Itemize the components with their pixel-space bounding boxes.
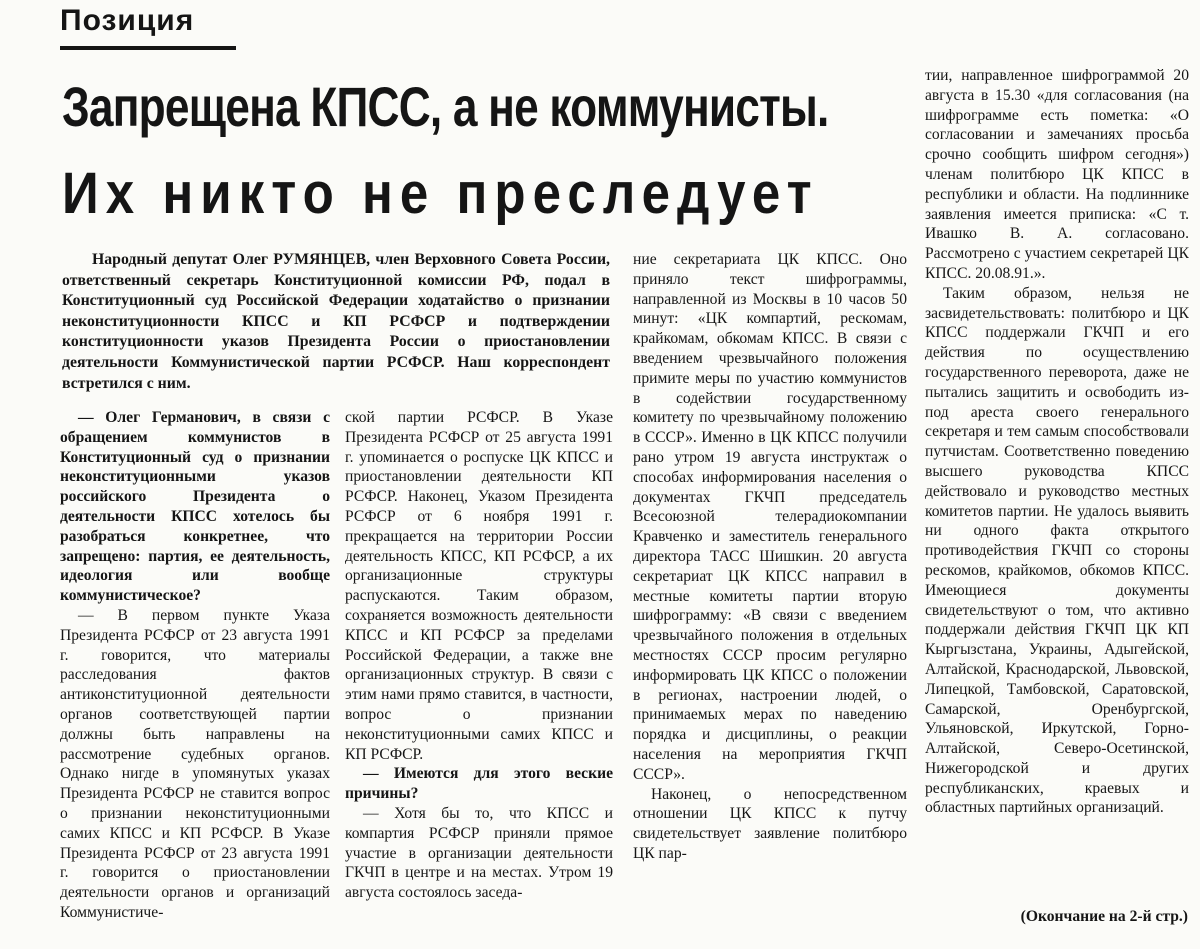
interview-answer-1: — В первом пункте Указа Президента РСФСР от 23 августа 1991 г. говорится, что материалы расследования фактов антиконституционной деятельности органов соответствующей партии должны быть направлены на рассмотрение судебных органов. Однако нигде в упомянутых указах Президента РСФСР не ставится вопрос о признании неконституционными самих КПСС и КП РСФСР. В Указе Президента РСФСР от 23 августа 1991 г. говорится о приостановлении деятельности органов и организаций Коммунистиче- xyxy=(60,606,330,921)
article-column-4 xyxy=(925,66,1189,906)
headline-line-2: Их никто не преследует xyxy=(62,161,819,226)
interview-question-1: — Олег Германович, в связи с обращением коммунистов в Конституционный суд о признании неконституционными указов российского Президента о деятельности КПСС хотелось бы разобраться конкретнее, что запрещено: партия, ее деятельность, идеология или вообще коммунистическое? xyxy=(60,409,330,605)
column-3-paragraph-1: ние секретариата ЦК КПСС. Оно приняло текст шифрограммы, направленной из Москвы в 10 часов 50 минут: «ЦК компартий, рескомам, крайкомам, обкомам КПСС. В связи с введением чрезвычайного положения примите меры по участию коммунистов в содействии государственному комитету по чрезвычайному положению в СССР». Именно в ЦК КПСС получили рано утром 19 августа инструктаж о способах информирования населения о документах ГКЧП председатель Всесоюзной телерадиокомпании Кравченко и заместитель генерального директора ТАСС Шишкин. 20 августа секретариат ЦК КПСС направил в местные комитеты партии вторую шифрограмму: «В связи с введением чрезвычайного положения в отдельных местностях СССР просим регулярно информировать ЦК КПСС о положении в регионах, настроении людей, о принимаемых мерах по наведению порядка и дисциплины, о реакции населения на мероприятия ГКЧП СССР». xyxy=(633,251,907,783)
rubric-label: Позиция xyxy=(60,4,195,37)
article-column-2 xyxy=(345,408,613,949)
column-3-paragraph-2: Наконец, о непосредственном отношении ЦК КПСС к путчу свидетельствует заявление политбюро ЦК пар- xyxy=(633,785,907,862)
interview-answer-2: — Хотя бы то, что КПСС и компартия РСФСР приняли прямое участие в организации деятельности ГКЧП в центре и на местах. Утром 19 августа состоялось заседа- xyxy=(345,804,613,902)
headline-line-1: Запрещена КПСС, а не коммунисты. xyxy=(62,75,829,138)
continuation-note: (Окончание на 2-й стр.) xyxy=(1020,908,1188,925)
column-4-paragraph-2: Таким образом, нельзя не засвидетельствовать: политбюро и ЦК КПСС поддержали ГКЧП и его действия по осуществлению государственного переворота, даже не пытались защитить и освободить из-под ареста своего генерального секретаря и тем самым способствовали путчистам. Соответственно поведению высшего руководства КПСС действовало и руководство местных комитетов партии. Не удалось выявить ни одного факта открытого противодействия ГКЧП со стороны рескомов, крайкомов, обкомов КПСС. Имеющиеся документы свидетельствуют о том, что активно поддержали действия ГКЧП ЦК КП Кыргызстана, Украины, Адыгейской, Алтайской, Краснодарской, Львовской, Липецкой, Тамбовской, Саратовской, Самарской, Оренбургской, Ульяновской, Иркутской, Горно-Алтайской, Северо-Осетинской, Нижегородской и других республиканских, краевых и областных партийных организаций. xyxy=(925,284,1189,817)
article-column-3 xyxy=(633,250,907,949)
interview-question-2: — Имеются для этого веские причины? xyxy=(345,765,613,803)
interview-answer-1-continued: ской партии РСФСР. В Указе Президента РСФСР от 25 августа 1991 г. упоминается о роспуске ЦК КПСС и приостановлении деятельности КП РСФСР. Наконец, Указом Президента РСФСР от 6 ноября 1991 г. прекращается на территории России деятельность КПСС, КП РСФСР, а их организационные структуры распускаются. Таким образом, сохраняется возможность деятельности КПСС и КП РСФСР за пределами Российской Федерации, а также вне организационных структур. В связи с этим нами прямо ставится, в частности, вопрос о признании неконституционными самих КПСС и КП РСФСР. xyxy=(345,409,613,763)
rubric-underline xyxy=(60,46,236,50)
article-lead: Народный депутат Олег РУМЯНЦЕВ, член Верховного Совета России, ответственный секретарь Конституционной комиссии РФ, подал в Конституционный суд Российской Федерации ходатайство о признании неконституционности КПСС и КП РСФСР и подтверждении конституционности указов Президента России о приостановлении деятельности Коммунистической партии РСФСР. Наш корреспондент встретился с ним. xyxy=(62,251,610,392)
column-4-paragraph-1: тии, направленное шифрограммой 20 августа в 15.30 «для согласования (на шифрограмме есть пометка: «О согласовании и замечаниях просьба срочно сообщить шифром сегодня») членам политбюро ЦК КПСС в республики и области. На подлиннике заявления имеется приписка: «С т. Ивашко В. А. согласовано. Рассмотрено с участием секретарей ЦК КПСС. 20.08.91.». xyxy=(925,67,1189,282)
article-column-1 xyxy=(60,408,330,949)
